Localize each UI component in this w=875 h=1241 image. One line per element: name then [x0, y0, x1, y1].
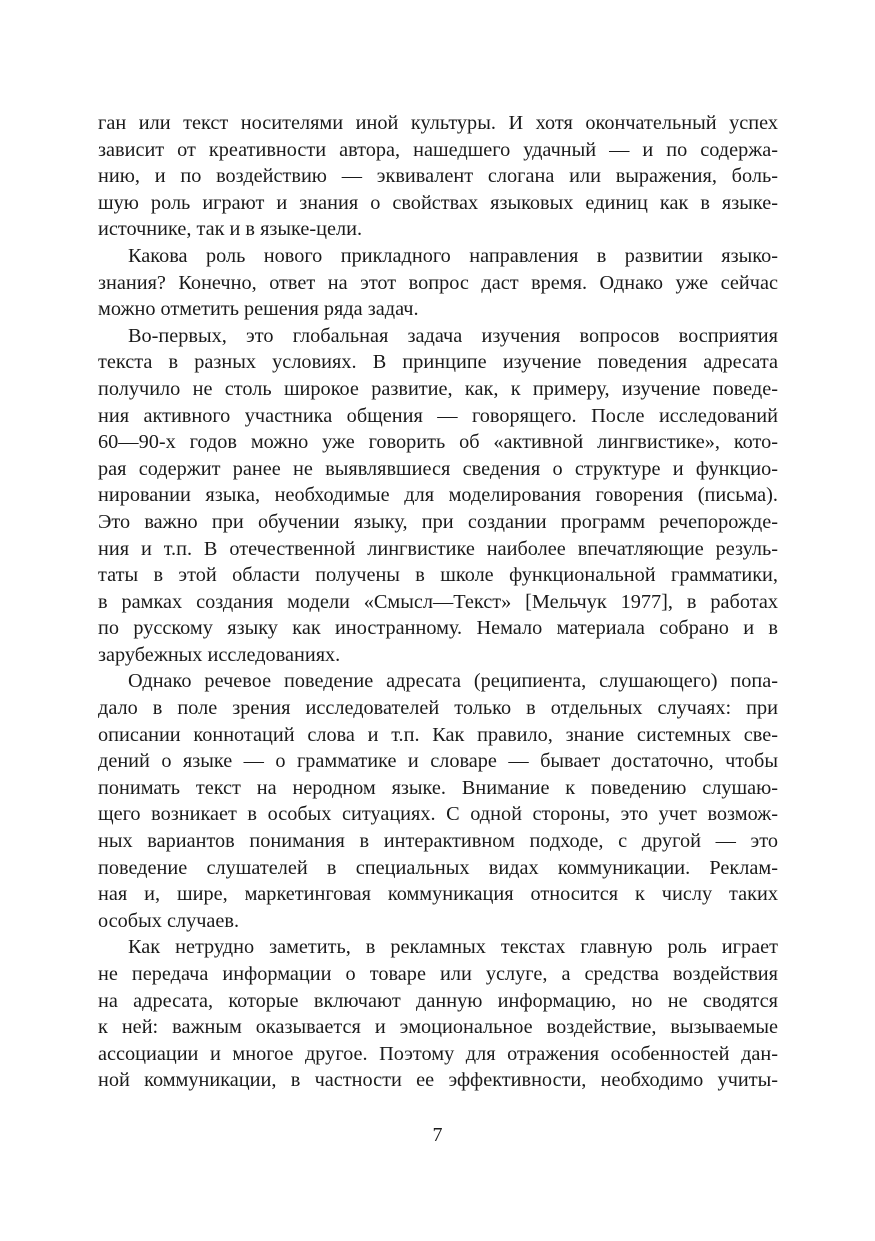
text-line: зарубежных исследованиях. — [98, 643, 341, 666]
text-line: щего возникает в особых ситуациях. С одной стороны, это учет возмож- — [98, 803, 778, 826]
text-line: Однако речевое поведение адресата (реципиента, слушающего) попа- — [128, 670, 778, 693]
page-number: 7 — [432, 1124, 443, 1146]
text-line: текста в разных условиях. В принципе изучение поведения адресата — [98, 351, 778, 374]
text-line: ния активного участника общения — говорящего. После исследований — [98, 404, 778, 427]
text-line: ная и, шире, маркетинговая коммуникация относится к числу таких — [98, 883, 778, 906]
text-line: знания? Конечно, ответ на этот вопрос даст время. Однако уже сейчас — [98, 271, 778, 294]
text-line: на адресата, которые включают данную информацию, но не сводятся — [98, 989, 778, 1012]
text-line: дений о языке — о грамматике и словаре — бывает достаточно, чтобы — [98, 750, 778, 773]
text-line: понимать текст на неродном языке. Внимание к поведению слушаю- — [98, 776, 778, 799]
text-line: описании коннотаций слова и т.п. Как правило, знание системных све- — [98, 723, 778, 746]
body-text — [98, 110, 778, 1094]
text-line: Во-первых, это глобальная задача изучения вопросов восприятия — [128, 324, 778, 347]
text-line: в рамках создания модели «Смысл—Текст» [Мельчук 1977], в работах — [98, 590, 778, 613]
text-line: таты в этой области получены в школе функциональной грамматики, — [98, 564, 778, 587]
text-line: ган или текст носителями иной культуры. И хотя окончательный успех — [98, 112, 778, 134]
text-line: особых случаев. — [98, 909, 240, 932]
text-line: нию, и по воздействию — эквивалент слогана или выражения, боль- — [98, 165, 778, 188]
text-line: по русскому языку как иностранному. Немало материала собрано и в — [98, 617, 778, 640]
text-line: дало в поле зрения исследователей только в отдельных случаях: при — [98, 697, 778, 720]
text-line: Какова роль нового прикладного направления в развитии языко- — [128, 244, 778, 267]
text-line: поведение слушателей в специальных видах коммуникации. Реклам- — [98, 856, 778, 879]
text-line: шую роль играют и знания о свойствах языковых единиц как в языке- — [98, 191, 778, 214]
text-line: нировании языка, необходимые для моделирования говорения (письма). — [98, 484, 778, 507]
text-line: ной коммуникации, в частности ее эффективности, необходимо учиты- — [98, 1069, 778, 1092]
text-line: источнике, так и в языке-цели. — [98, 218, 363, 241]
text-line: Как нетрудно заметить, в рекламных текстах главную роль играет — [128, 936, 778, 959]
text-line: можно отметить решения ряда задач. — [98, 298, 419, 321]
text-line: ассоциации и многое другое. Поэтому для отражения особенностей дан- — [98, 1042, 778, 1065]
text-line: Это важно при обучении языку, при создании программ речепорожде- — [98, 510, 778, 533]
text-line: ных вариантов понимания в интерактивном подходе, с другой — это — [98, 830, 778, 853]
text-line: 60—90-х годов можно уже говорить об «активной лингвистике», кото- — [98, 431, 778, 454]
text-line: получило не столь широкое развитие, как, к примеру, изучение поведе- — [98, 377, 778, 400]
text-line: зависит от креативности автора, нашедшего удачный — и по содержа- — [98, 138, 778, 161]
text-line: не передача информации о товаре или услуге, а средства воздействия — [98, 963, 778, 985]
text-line: ния и т.п. В отечественной лингвистике наиболее впечатляющие резуль- — [98, 537, 778, 560]
text-line: рая содержит ранее не выявлявшиеся сведения о структуре и функцио- — [98, 457, 778, 480]
text-line: к ней: важным оказывается и эмоциональное воздействие, вызываемые — [98, 1016, 778, 1039]
